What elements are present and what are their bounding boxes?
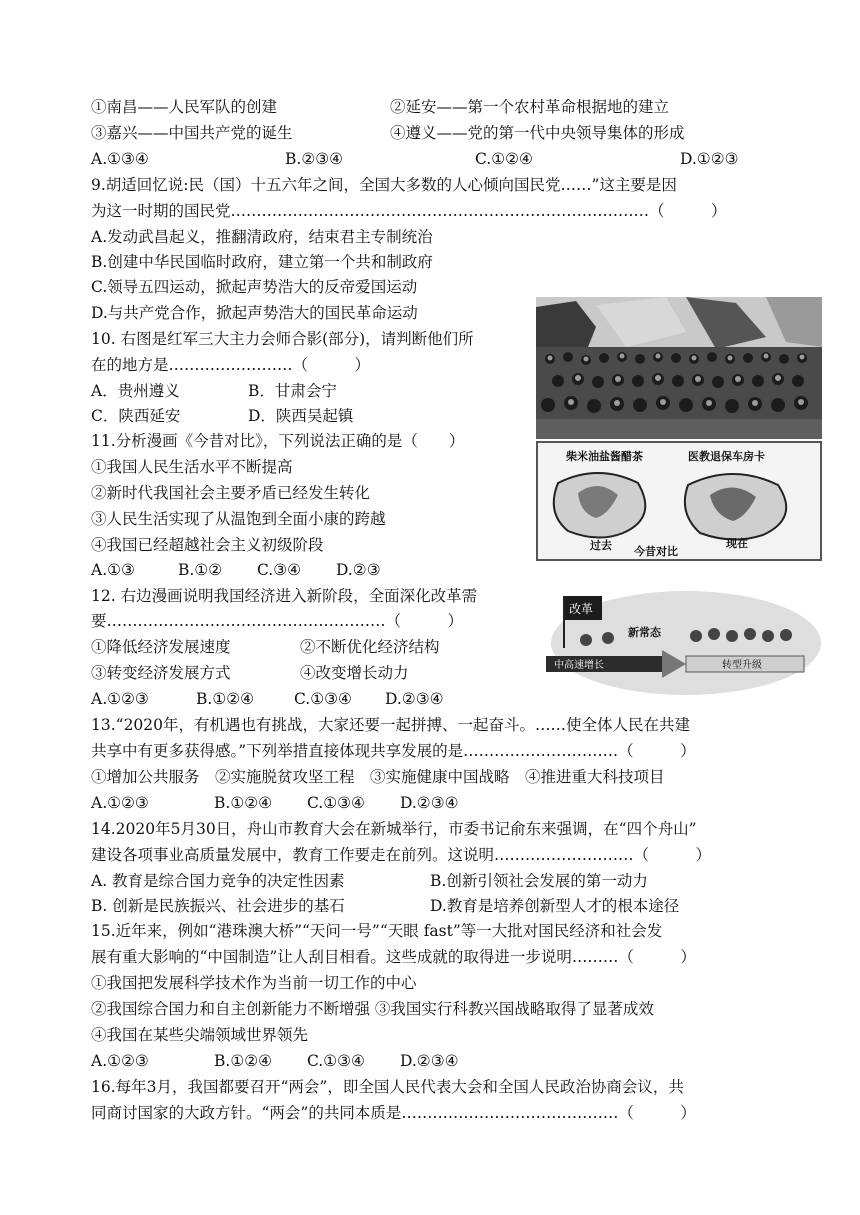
cartoon11-label-left: 柴米油盐酱醋茶 bbox=[566, 450, 643, 463]
q8-option-4: ④遵义——党的第一代中央领导集体的形成 bbox=[390, 124, 685, 142]
q15-stem-line2: 展有重大影响的“中国制造”让人刮目相看。这些成就的取得进一步说明………（ ） bbox=[91, 948, 696, 966]
q13-stem-line1: 13.“2020年，有机遇也有挑战，大家还要一起拼搏、一起奋斗。……使全体人民在共建 bbox=[91, 716, 691, 734]
q14-choice-d: D.教育是培养创新型人才的根本途径 bbox=[430, 897, 680, 915]
q8-choice-b: B.②③④ bbox=[285, 150, 344, 168]
q12-choice-b: B.①②④ bbox=[196, 690, 255, 708]
q12-option-3: ③转变经济发展方式 bbox=[91, 664, 231, 682]
q16-stem-line1: 16.每年3月，我国都要召开“两会”，即全国人民代表大会和全国人民政治协商会议，共 bbox=[91, 1078, 684, 1096]
q9-stem-line2: 为这一时期的国民党………………………………………………………………………（ ） bbox=[91, 202, 727, 220]
q15-choice-a: A.①②③ bbox=[91, 1052, 149, 1070]
q8-choice-a: A.①③④ bbox=[91, 150, 149, 168]
q9-choice-b: B.创建中华民国临时政府，建立第一个共和制政府 bbox=[91, 253, 433, 271]
q8-option-2: ②延安——第一个农村革命根据地的建立 bbox=[390, 98, 670, 116]
cartoon11-label-title: 今昔对比 bbox=[634, 545, 678, 558]
q15-stem-line1: 15.近年来，例如“港珠澳大桥”“天问一号”“天眼 fast”等一大批对国民经济和社会发 bbox=[91, 922, 663, 940]
cartoon11-label-now: 现在 bbox=[726, 537, 748, 550]
q13-choice-c: C.①③④ bbox=[307, 794, 365, 812]
q11-choice-b: B.①② bbox=[178, 561, 223, 579]
q12-choice-c: C.①③④ bbox=[294, 690, 352, 708]
q15-choice-c: C.①③④ bbox=[307, 1052, 365, 1070]
q10-choice-b: B．甘肃会宁 bbox=[248, 382, 337, 400]
q10-choice-c: C．陕西延安 bbox=[91, 407, 181, 425]
q14-choice-c: B. 创新是民族振兴、社会进步的基石 bbox=[91, 897, 345, 915]
q12-option-2: ②不断优化经济结构 bbox=[300, 638, 440, 656]
q11-option-2: ②新时代我国社会主要矛盾已经发生转化 bbox=[91, 484, 371, 502]
cartoon12-label-right: 转型升级 bbox=[722, 660, 762, 671]
q15-option-4: ④我国在某些尖端领域世界领先 bbox=[91, 1026, 309, 1044]
q15-choice-b: B.①②④ bbox=[214, 1052, 273, 1070]
cartoon11-label-past: 过去 bbox=[590, 539, 612, 552]
q8-choice-c: C.①②④ bbox=[475, 150, 533, 168]
q12-stem-line1: 12. 右边漫画说明我国经济进入新阶段，全面深化改革需 bbox=[91, 587, 478, 605]
red-army-reunion-photo bbox=[536, 297, 822, 439]
q10-stem-line1: 10. 右图是红军三大主力会师合影(部分)，请判断他们所 bbox=[91, 330, 474, 348]
q10-stem-line2: 在的地方是……………………（ ） bbox=[91, 356, 371, 374]
q15-option-2-3: ②我国综合国力和自主创新能力不断增强 ③我国实行科教兴国战略取得了显著成效 bbox=[91, 1000, 654, 1018]
q13-choice-b: B.①②④ bbox=[214, 794, 273, 812]
q9-choice-a: A.发动武昌起义，推翻清政府，结束君主专制统治 bbox=[91, 228, 433, 246]
q16-stem-line2: 同商讨国家的大政方针。“两会”的共同本质是……………………………………（ ） bbox=[91, 1104, 696, 1122]
q13-choice-a: A.①②③ bbox=[91, 794, 149, 812]
q13-options: ①增加公共服务 ②实施脱贫攻坚工程 ③实施健康中国战略 ④推进重大科技项目 bbox=[91, 768, 665, 786]
cartoon12-flag: 改革 bbox=[569, 602, 594, 616]
q12-choice-a: A.①②③ bbox=[91, 690, 149, 708]
q13-choice-d: D.②③④ bbox=[400, 794, 459, 812]
q12-choice-d: D.②③④ bbox=[385, 690, 444, 708]
q14-choice-b: B.创新引领社会发展的第一动力 bbox=[430, 872, 648, 890]
q15-option-1: ①我国把发展科学技术作为当前一切工作的中心 bbox=[91, 974, 417, 992]
q11-option-1: ①我国人民生活水平不断提高 bbox=[91, 458, 293, 476]
q10-choice-a: A．贵州遵义 bbox=[91, 382, 180, 400]
q11-stem: 11.分析漫画《今昔对比》，下列说法正确的是（ ） bbox=[91, 432, 465, 450]
q12-option-1: ①降低经济发展速度 bbox=[91, 638, 231, 656]
q8-option-3: ③嘉兴——中国共产党的诞生 bbox=[91, 124, 293, 142]
q11-option-4: ④我国已经超越社会主义初级阶段 bbox=[91, 536, 324, 554]
q11-option-3: ③人民生活实现了从温饱到全面小康的跨越 bbox=[91, 510, 386, 528]
q8-choice-d: D.①②③ bbox=[680, 150, 739, 168]
q13-stem-line2: 共享中有更多获得感。”下列举措直接体现共享发展的是…………………………（ ） bbox=[91, 742, 696, 760]
q12-stem-line2: 要………………………………………………（ ） bbox=[91, 612, 464, 630]
q14-stem-line2: 建设各项事业高质量发展中，教育工作要走在前列。这说明………………………（ ） bbox=[91, 846, 712, 864]
q11-choice-d: D.②③ bbox=[336, 561, 381, 579]
q14-stem-line1: 14.2020年5月30日，舟山市教育大会在新城举行，市委书记俞东来强调，在“四个舟山” bbox=[91, 820, 697, 838]
q9-choice-d: D.与共产党合作，掀起声势浩大的国民革命运动 bbox=[91, 304, 418, 322]
q8-option-1: ①南昌——人民军队的创建 bbox=[91, 98, 278, 116]
q12-option-4: ④改变增长动力 bbox=[300, 664, 409, 682]
q15-choice-d: D.②③④ bbox=[400, 1052, 459, 1070]
q10-choice-d: D．陕西吴起镇 bbox=[248, 407, 354, 425]
q11-choice-a: A.①③ bbox=[91, 561, 135, 579]
q14-choice-a: A. 教育是综合国力竞争的决定性因素 bbox=[91, 872, 345, 890]
cartoon-past-present bbox=[536, 441, 822, 561]
cartoon-new-normal bbox=[536, 588, 822, 698]
q9-stem-line1: 9.胡适回忆说:民（国）十五六年之间，全国大多数的人心倾向国民党……”这主要是因 bbox=[91, 176, 677, 194]
cartoon11-label-right: 医教退保车房卡 bbox=[688, 450, 765, 463]
q9-choice-c: C.领导五四运动，掀起声势浩大的反帝爱国运动 bbox=[91, 278, 418, 296]
q11-choice-c: C.③④ bbox=[257, 561, 302, 579]
cartoon12-label-new: 新常态 bbox=[628, 626, 661, 639]
cartoon12-label-left: 中高速增长 bbox=[554, 660, 604, 671]
